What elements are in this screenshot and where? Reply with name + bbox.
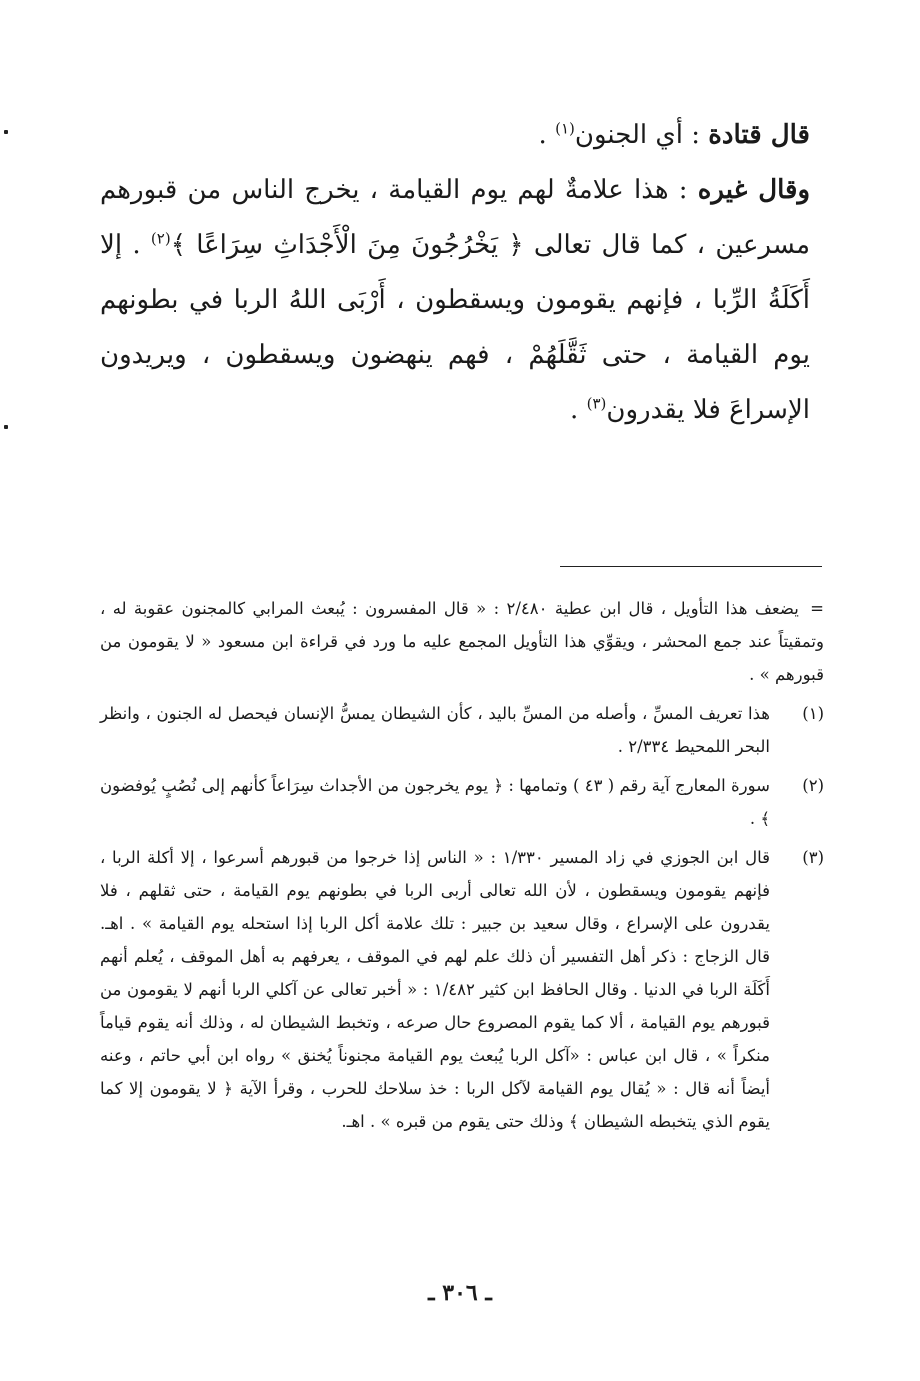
footnote-ref: (٣) bbox=[586, 394, 607, 413]
footnote-ref: (١) bbox=[555, 119, 575, 138]
scan-speck bbox=[4, 425, 8, 429]
footnote-number: (٢) bbox=[802, 776, 824, 795]
paragraph-qatada bbox=[100, 108, 810, 163]
paragraph-end: . bbox=[538, 120, 556, 150]
page-number: ـ ٣٠٦ ـ bbox=[428, 1280, 492, 1306]
footnote-continuation bbox=[100, 592, 824, 691]
speaker-name: قال قتادة bbox=[708, 120, 810, 150]
paragraph-text: : هذا علامةٌ لهم يوم القيامة ، يخرج الناس من قبورهم مسرعين ، كما قال تعالى ﴿ يَخْرُجُونَ مِنَ الْأَجْدَاثِ سِرَاعًا ﴾ bbox=[100, 175, 810, 260]
footnote-number: (١) bbox=[802, 704, 824, 723]
paragraph-text: . إلا أَكَلَةُ الرِّبا ، فإنهم يقومون ويسقطون ، أَرْبَى اللهُ الربا في بطونهم يوم القيامة ، حتى ثَقَّلَهُمْ ، فهم ينهضون ويسقطون ، ويريدون الإسراعَ فلا يقدرون bbox=[100, 230, 810, 425]
footnote-text: يضعف هذا التأويل ، قال ابن عطية ٢/٤٨٠ : « قال المفسرون : يُبعث المرابي كالمجنون عقوبة له ، وتمقيتاً عند جمع المحشر ، ويقوِّي هذا التأويل المجمع عليه ما ورد في قراءة ابن مسعود « لا يقومون من قبورهم » . bbox=[100, 599, 824, 684]
footnote-text: سورة المعارج آية رقم ( ٤٣ ) وتمامها : ﴿ يوم يخرجون من الأجداث سِرَاعاً كأنهم إلى نُصُبٍ يُوفضون ﴾ . bbox=[100, 776, 770, 828]
footnote-2 bbox=[100, 769, 824, 835]
footnote-1 bbox=[100, 697, 824, 763]
paragraph-others bbox=[100, 163, 810, 438]
footnote-text: هذا تعريف المسِّ ، وأصله من المسِّ باليد ، كأن الشيطان يمسُّ الإنسان فيحصل له الجنون ، وانظر البحر اللمحيط ٢/٣٣٤ . bbox=[100, 704, 770, 756]
paragraph-end: . bbox=[570, 395, 587, 425]
paragraph-text: : أي الجنون bbox=[574, 120, 709, 150]
speaker-name: وقال غيره bbox=[697, 175, 810, 205]
footnote-separator bbox=[560, 566, 822, 567]
footnote-ref: (٢) bbox=[150, 229, 171, 248]
footnote-3 bbox=[100, 841, 824, 1138]
main-text bbox=[100, 108, 810, 438]
continuation-mark: = bbox=[810, 599, 824, 618]
footnotes bbox=[100, 592, 824, 1144]
scan-speck bbox=[4, 130, 8, 134]
footnote-text: قال ابن الجوزي في زاد المسير ١/٣٣٠ : « الناس إذا خرجوا من قبورهم أسرعوا ، إلا أكلة الربا ، فإنهم يقومون ويسقطون ، لأن الله تعالى أربى الربا في بطونهم يوم القيامة ، حتى ثقلهم ، فلا يقدرون على الإسراع ، وقال سعيد بن جبير : تلك علامة أكل الربا إذا استحله يوم القيامة » . اهـ. قال الزجاج : ذكر أهل التفسير أن ذلك علم لهم في الموقف ، يعرفهم به أهل الموقف ، يُعلم أنهم أَكَلَة الربا في الدنيا . وقال الحافظ ابن كثير ١/٤٨٢ : « أخبر تعالى عن آكلي الربا أنهم لا يقومون من قبورهم يوم القيامة ، ألا كما يقوم المصروع حال صرعه ، وتخبط الشيطان له ، وذلك أنه يقوم قياماً منكراً » ، قال ابن عباس : «آكل الربا يُبعث يوم القيامة مجنوناً يُخنق » رواه ابن أبي حاتم ، وعنه أيضاً أنه قال : « يُقال يوم القيامة لآكل الربا : خذ سلاحك للحرب ، وقرأ الآية ﴿ لا يقومون إلا كما يقوم الذي يتخبطه الشيطان ﴾ وذلك حتى يقوم من قبره » . اهـ. bbox=[100, 848, 771, 1131]
footnote-number: (٣) bbox=[802, 848, 824, 867]
